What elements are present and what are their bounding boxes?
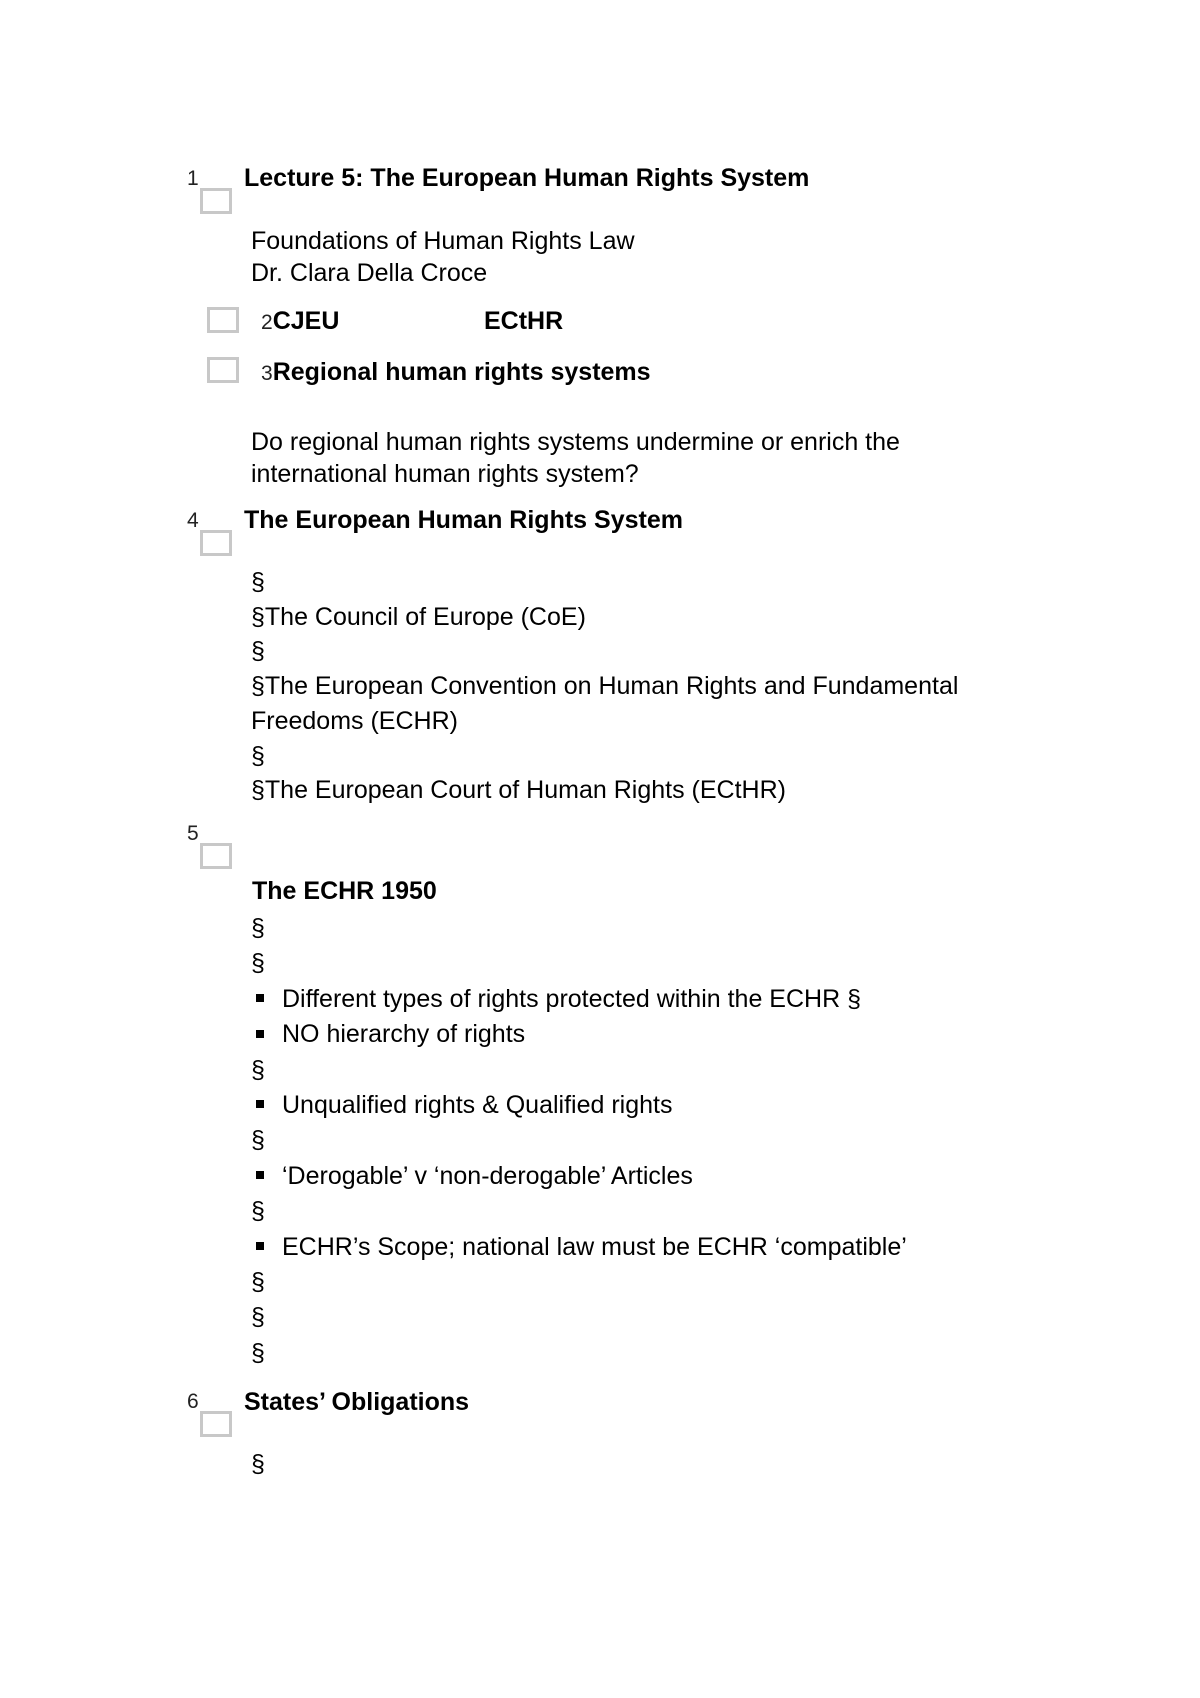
list-item xyxy=(251,670,958,702)
list-item-text: § xyxy=(251,1303,265,1332)
list-item-text: § xyxy=(251,1197,265,1226)
slide-title: The ECHR 1950 xyxy=(252,877,437,905)
list-item-text: § xyxy=(251,1126,265,1155)
list-item xyxy=(251,774,786,806)
list-item xyxy=(251,635,265,667)
list-item xyxy=(251,740,265,772)
list-item xyxy=(251,1089,672,1121)
list-item xyxy=(251,1018,525,1050)
list-item-text: § xyxy=(251,1055,265,1084)
ecthr-label: ECtHR xyxy=(484,307,564,335)
list-item-text: § xyxy=(251,1450,265,1478)
list-item-text: Different types of rights protected within the ECHR § xyxy=(282,984,861,1013)
square-bullet-icon xyxy=(256,1171,264,1179)
list-item-text: NO hierarchy of rights xyxy=(282,1020,526,1049)
list-item-text: ECHR’s Scope; national law must be ECHR ‘compatible’ xyxy=(282,1232,907,1261)
slide-number: 6 xyxy=(187,1390,199,1413)
list-item-text: §The European Court of Human Rights (ECtHR) xyxy=(251,776,786,805)
square-bullet-icon xyxy=(256,1242,264,1250)
list-item-text: Freedoms (ECHR) xyxy=(251,706,458,735)
list-item xyxy=(251,947,265,979)
list-item xyxy=(251,912,265,944)
list-item xyxy=(251,1231,907,1263)
slide-thumbnail-icon[interactable] xyxy=(207,357,239,383)
list-item-text: ‘Derogable’ v ‘non-derogable’ Articles xyxy=(282,1161,693,1190)
slide-thumbnail-icon[interactable] xyxy=(200,188,232,214)
slide-number: 3 xyxy=(261,362,273,385)
subtitle-line: Foundations of Human Rights Law xyxy=(251,227,635,255)
square-bullet-icon xyxy=(256,1030,264,1038)
list-item xyxy=(251,601,586,633)
list-item-text: § xyxy=(251,1338,265,1367)
list-item xyxy=(251,1301,265,1333)
list-item-text: § xyxy=(251,914,265,942)
list-item-text: § xyxy=(251,949,265,978)
slide-3-row xyxy=(261,356,651,390)
body-line: Do regional human rights systems undermine or enrich the xyxy=(251,428,900,456)
slide-number: 5 xyxy=(187,822,199,845)
list-item-text: § xyxy=(251,741,265,770)
list-item xyxy=(251,1448,265,1480)
list-item-text: § xyxy=(251,637,265,666)
list-item-text: § xyxy=(251,1268,265,1296)
slide-thumbnail-icon[interactable] xyxy=(200,1411,232,1437)
list-item xyxy=(251,566,265,598)
slide-thumbnail-icon[interactable] xyxy=(200,530,232,556)
list-item xyxy=(251,983,861,1015)
list-item xyxy=(251,705,458,737)
slide-thumbnail-icon[interactable] xyxy=(207,307,239,333)
slide-title: States’ Obligations xyxy=(244,1388,470,1416)
list-item xyxy=(251,1266,265,1298)
list-item xyxy=(251,1054,265,1086)
square-bullet-icon xyxy=(256,994,264,1002)
subtitle-line: Dr. Clara Della Croce xyxy=(251,259,488,287)
square-bullet-icon xyxy=(256,1100,264,1108)
cjeu-label: CJEU xyxy=(272,307,340,335)
list-item xyxy=(251,1195,265,1227)
slide-number: 2 xyxy=(261,311,273,334)
list-item-text: § xyxy=(251,568,265,596)
list-item xyxy=(251,1124,265,1156)
list-item xyxy=(251,1160,693,1192)
slide-number: 4 xyxy=(187,509,199,532)
slide-thumbnail-icon[interactable] xyxy=(200,843,232,869)
slide-2-row xyxy=(261,305,339,339)
slide-title: Lecture 5: The European Human Rights System xyxy=(244,164,810,192)
slide-number: 1 xyxy=(187,167,199,190)
slide-title: The European Human Rights System xyxy=(244,506,683,534)
list-item-text: Unqualified rights & Qualified rights xyxy=(282,1091,673,1119)
list-item-text: §The European Convention on Human Rights and Fundamental xyxy=(251,672,959,701)
list-item xyxy=(251,1337,265,1369)
list-item-text: §The Council of Europe (CoE) xyxy=(251,602,586,631)
slide-title: Regional human rights systems xyxy=(272,358,651,386)
body-line: international human rights system? xyxy=(251,460,639,488)
